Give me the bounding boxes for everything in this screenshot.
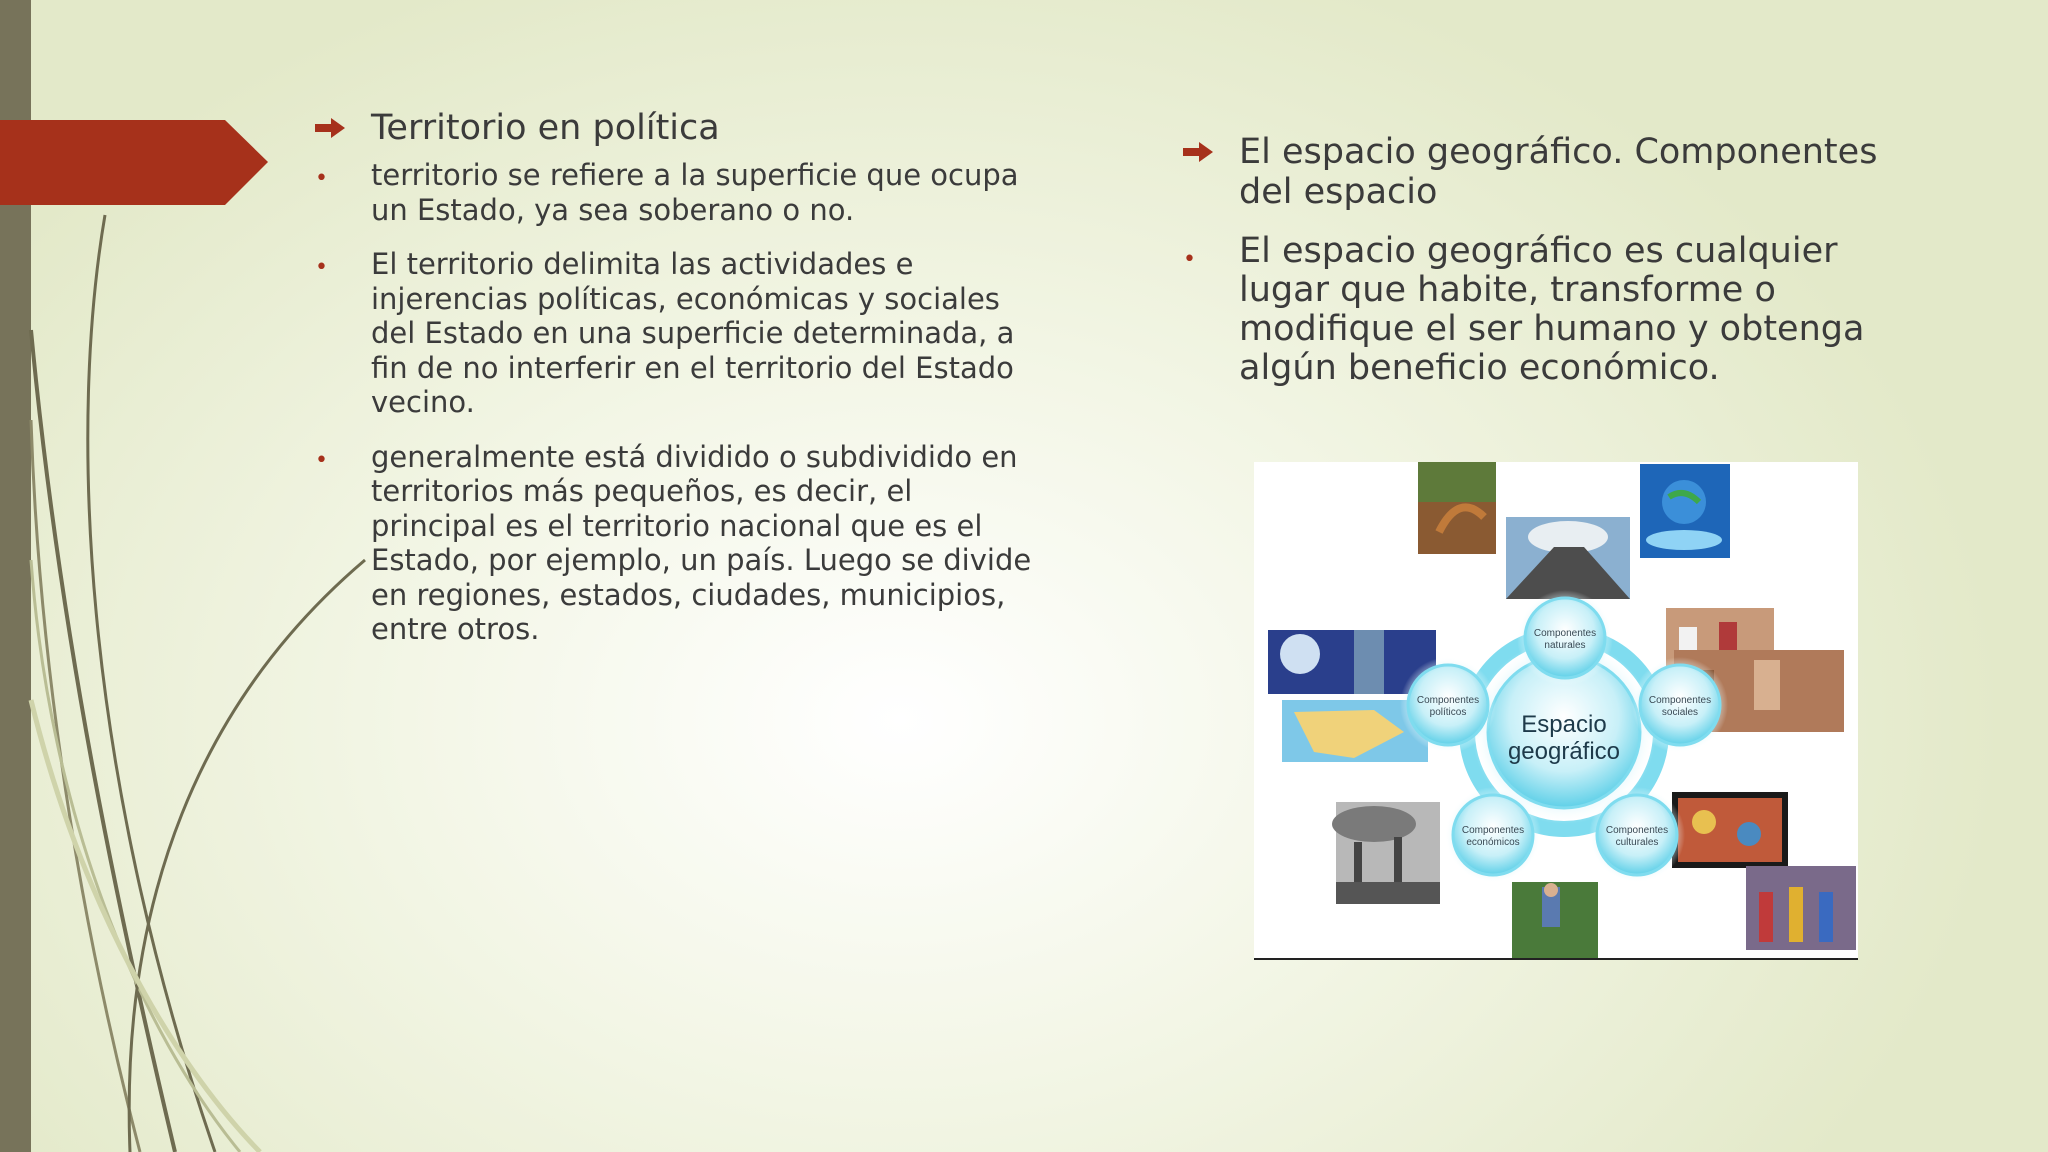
left-bullet-3: • generalmente está dividido o subdividido en territorios más pequeños, es decir, el principal es el territorio nacional que es el Estado, por ejemplo, un país. Luego se divide en regiones, estados, ciudades, municipios, entre otros. <box>315 439 1032 646</box>
svg-text:culturales: culturales <box>1615 837 1659 848</box>
node-sociales <box>1632 657 1728 753</box>
left-bullet-2: • El territorio delimita las actividades e injerencias políticas, económicas y sociales del Estado en una superficie determinada, a fin de no interferir en el territorio del Estado vecino. <box>315 247 1015 419</box>
geographic-space-diagram <box>1254 462 1858 960</box>
svg-text:políticos: políticos <box>1429 707 1467 718</box>
left-column <box>315 108 1035 667</box>
earth-water-photo <box>1640 464 1730 558</box>
node-politicos <box>1400 657 1496 753</box>
center-label-line1: Espacio <box>1521 711 1607 738</box>
volcano-photo <box>1506 517 1630 599</box>
svg-text:Componentes: Componentes <box>1648 695 1712 706</box>
arrow-bullet-icon <box>315 118 345 138</box>
node-naturales <box>1517 590 1613 686</box>
node-culturales <box>1589 787 1685 883</box>
right-heading: El espacio geográfico. Componentes del espacio <box>1183 132 1883 212</box>
accent-arrow <box>0 120 270 205</box>
arrow-bullet-icon <box>1183 142 1213 162</box>
right-bullet-1: • El espacio geográfico es cualquier lugar que habite, transforme o modifique el ser humano y obtenga algún beneficio económico. <box>1183 231 1865 388</box>
svg-text:económicos: económicos <box>1466 837 1520 848</box>
right-column <box>1183 132 1883 388</box>
center-label-line2: geográfico <box>1507 738 1621 765</box>
bullet-dot-icon: • <box>1183 247 1196 272</box>
node-economicos <box>1445 787 1541 883</box>
farmer-photo <box>1512 882 1598 958</box>
svg-text:Componentes: Componentes <box>1416 695 1480 706</box>
svg-text:sociales: sociales <box>1661 707 1699 718</box>
deer-photo <box>1418 462 1496 554</box>
bullet-dot-icon: • <box>315 447 328 473</box>
bullet-dot-icon: • <box>315 166 328 191</box>
left-heading: Territorio en política <box>315 108 1035 148</box>
factory-photo <box>1332 802 1440 904</box>
svg-text:Componentes: Componentes <box>1533 628 1597 639</box>
svg-text:Componentes: Componentes <box>1605 825 1669 836</box>
svg-text:naturales: naturales <box>1544 640 1586 651</box>
left-bullet-1: • territorio se refiere a la superficie que ocupa un Estado, ya sea soberano o no. <box>315 158 1019 227</box>
bullet-dot-icon: • <box>315 255 328 280</box>
dancers-photo <box>1746 866 1856 950</box>
crafts-photo <box>1672 792 1788 868</box>
svg-text:Componentes: Componentes <box>1461 825 1525 836</box>
